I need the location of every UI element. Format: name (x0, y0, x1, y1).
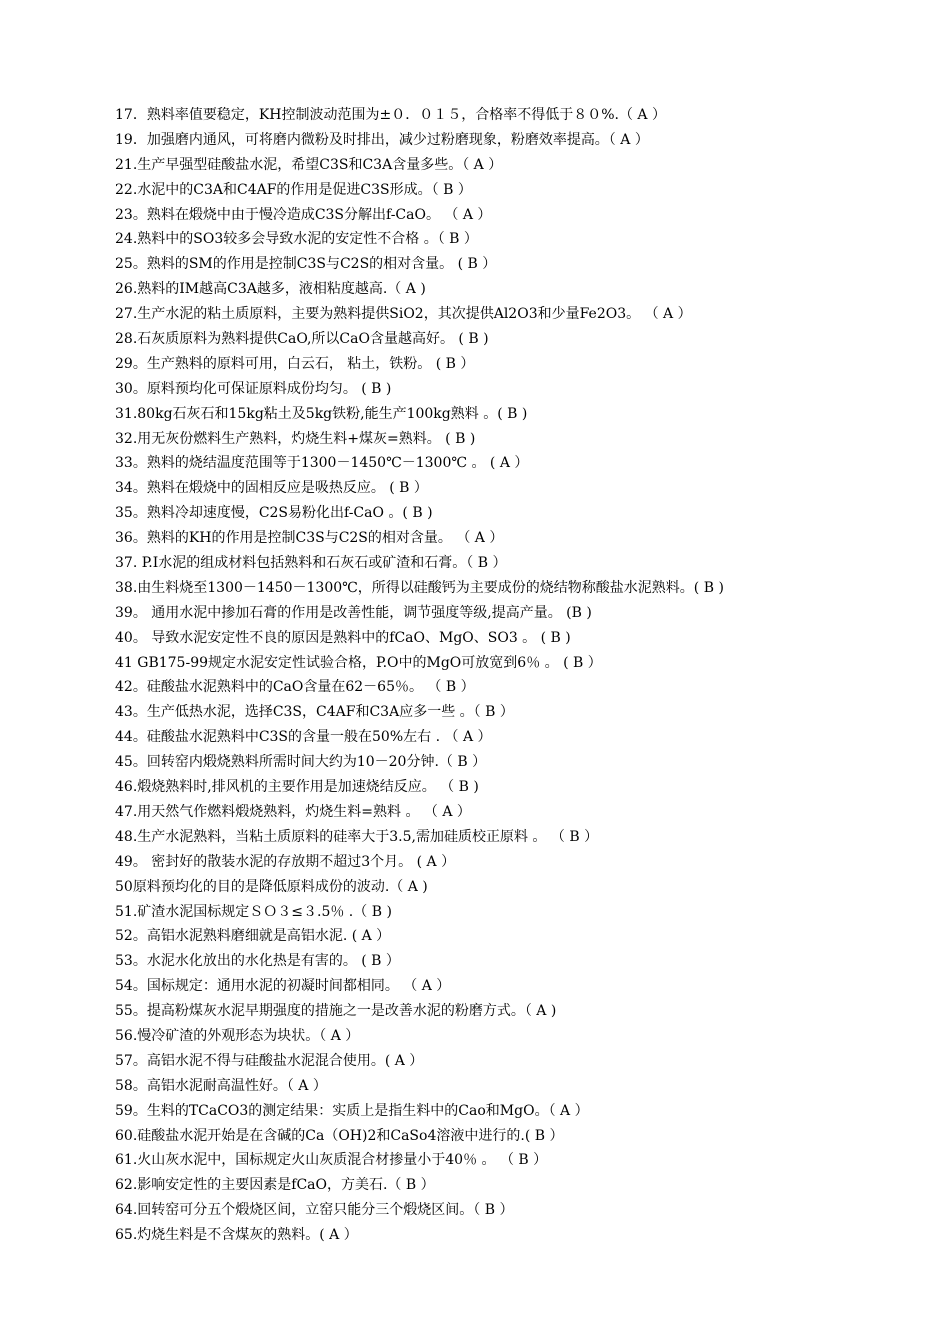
question-item: 40。 导致水泥安定性不良的原因是熟料中的fCaO、MgO、SO3 。 ( B ) (115, 629, 571, 646)
question-item: 50原料预均化的目的是降低原料成份的波动.（ A ) (115, 878, 428, 895)
question-item: 59。生料的TCaCO3的测定结果：实质上是指生料中的Cao和MgO。（ A ） (115, 1102, 589, 1119)
question-item: 27.生产水泥的粘土质原料，主要为熟料提供SiO2，其次提供Al2O3和少量Fe2O3。 （ A ） (115, 306, 692, 323)
question-item: 45。回转窑内煅烧熟料所需时间大约为10－20分钟.（ B ） (115, 754, 487, 771)
question-item: 57。高铝水泥不得与硅酸盐水泥混合使用。( A ） (115, 1052, 424, 1069)
question-item: 48.生产水泥熟料，当粘土质原料的硅率大于3.5,需加硅质校正原料 。 （ B ） (115, 828, 599, 845)
question-item: 35。熟料冷却速度慢，C2S易粉化出f-CaO 。( B ) (115, 505, 433, 522)
question-item: 22.水泥中的C3A和C4AF的作用是促进C3S形成。（ B ） (115, 181, 472, 198)
question-item: 37. P.I水泥的组成材料包括熟料和石灰石或矿渣和石膏。（ B ） (115, 555, 507, 572)
question-list (115, 103, 915, 1248)
question-item: 54。国标规定：通用水泥的初凝时间都相同。 （ A ） (115, 978, 451, 995)
question-item: 26.熟料的IM越高C3A越多，液相粘度越高.（ A ) (115, 281, 426, 298)
question-item: 47.用天然气作燃料煅烧熟料，灼烧生料=熟料 。 （ A ） (115, 803, 471, 820)
question-item: 32.用无灰份燃料生产熟料，灼烧生料+煤灰=熟料。 ( B ) (115, 430, 476, 447)
question-item: 29。生产熟料的原料可用，白云石， 粘土，铁粉。 ( B ） (115, 355, 475, 372)
question-item: 25。熟料的SM的作用是控制C3S与C2S的相对含量。 ( B ） (115, 256, 497, 273)
question-item: 33。熟料的烧结温度范围等于1300－1450℃－1300℃ 。 ( A ） (115, 455, 529, 472)
question-item: 64.回转窑可分五个煅烧区间，立窑只能分三个煅烧区间。（ B ） (115, 1202, 514, 1219)
question-item: 52。高铝水泥熟料磨细就是高铝水泥. ( A ） (115, 928, 391, 945)
question-item: 55。提高粉煤灰水泥早期强度的措施之一是改善水泥的粉磨方式。（ A ) (115, 1003, 557, 1020)
question-item: 56.慢冷矿渣的外观形态为块状。（ A ） (115, 1027, 360, 1044)
question-item: 39。 通用水泥中掺加石膏的作用是改善性能，调节强度等级,提高产量。 (B ) (115, 604, 592, 621)
question-item: 24.熟料中的SO3较多会导致水泥的安定性不合格 。（ B ） (115, 231, 478, 248)
question-item: 21.生产早强型硅酸盐水泥，希望C3S和C3A含量多些。（ A ） (115, 156, 503, 173)
question-item: 53。水泥水化放出的水化热是有害的。 ( B ） (115, 953, 400, 970)
question-item: 62.影响安定性的主要因素是fCaO，方美石.（ B ） (115, 1177, 435, 1194)
question-item: 36。熟料的KH的作用是控制C3S与C2S的相对含量。 （ A ） (115, 530, 504, 547)
question-item: 17．熟料率值要稳定，KH控制波动范围为±０．０１５，合格率不得低于８０%.（ A ） (115, 107, 666, 123)
question-item: 41 GB175-99规定水泥安定性试验合格，P.O中的MgO可放宽到6％ 。 ( B ） (115, 654, 602, 671)
question-item: 42。硅酸盐水泥熟料中的CaO含量在62－65％。 （ B ） (115, 679, 475, 696)
question-item: 58。高铝水泥耐高温性好。（ A ） (115, 1077, 327, 1094)
question-item: 43。生产低热水泥，选择C3S，C4AF和C3A应多一些 。（ B ） (115, 704, 514, 721)
question-item: 38.由生料烧至1300－1450－1300℃，所得以硅酸钙为主要成份的烧结物称酸盐水泥熟料。( B ) (115, 579, 724, 596)
question-item: 44。硅酸盐水泥熟料中C3S的含量一般在50%左右 . （ A ） (115, 729, 492, 746)
question-item: 31.80kg石灰石和15kg粘土及5kg铁粉,能生产100kg熟料 。( B ) (115, 405, 528, 422)
question-item: 65.灼烧生料是不含煤灰的熟料。( A ） (115, 1227, 358, 1244)
question-item: 49。 密封好的散装水泥的存放期不超过3个月。 ( A ） (115, 853, 456, 870)
question-item: 30。原料预均化可保证原料成份均匀。 ( B ) (115, 380, 392, 397)
question-item: 28.石灰质原料为熟料提供CaO,所以CaO含量越高好。 ( B ) (115, 331, 489, 348)
question-item: 23。熟料在煅烧中由于慢冷造成C3S分解出f-CaO。 （ A ） (115, 206, 492, 223)
question-item: 60.硅酸盐水泥开始是在含碱的Ca（OH)2和CaSo4溶液中进行的.( B ） (115, 1127, 564, 1144)
question-item: 34。熟料在煅烧中的固相反应是吸热反应。 ( B ） (115, 480, 428, 497)
question-item: 46.煅烧熟料时,排风机的主要作用是加速烧结反应。 （ B ) (115, 779, 479, 796)
question-item: 61.火山灰水泥中，国标规定火山灰质混合材掺量小于40％ 。 （ B ） (115, 1152, 548, 1169)
question-item: 51.矿渣水泥国标规定ＳＯ３≤３.5％ .（ B ) (115, 903, 392, 920)
question-item: 19．加强磨内通风，可将磨内微粉及时排出，减少过粉磨现象，粉磨效率提高。（ A ） (115, 131, 649, 148)
